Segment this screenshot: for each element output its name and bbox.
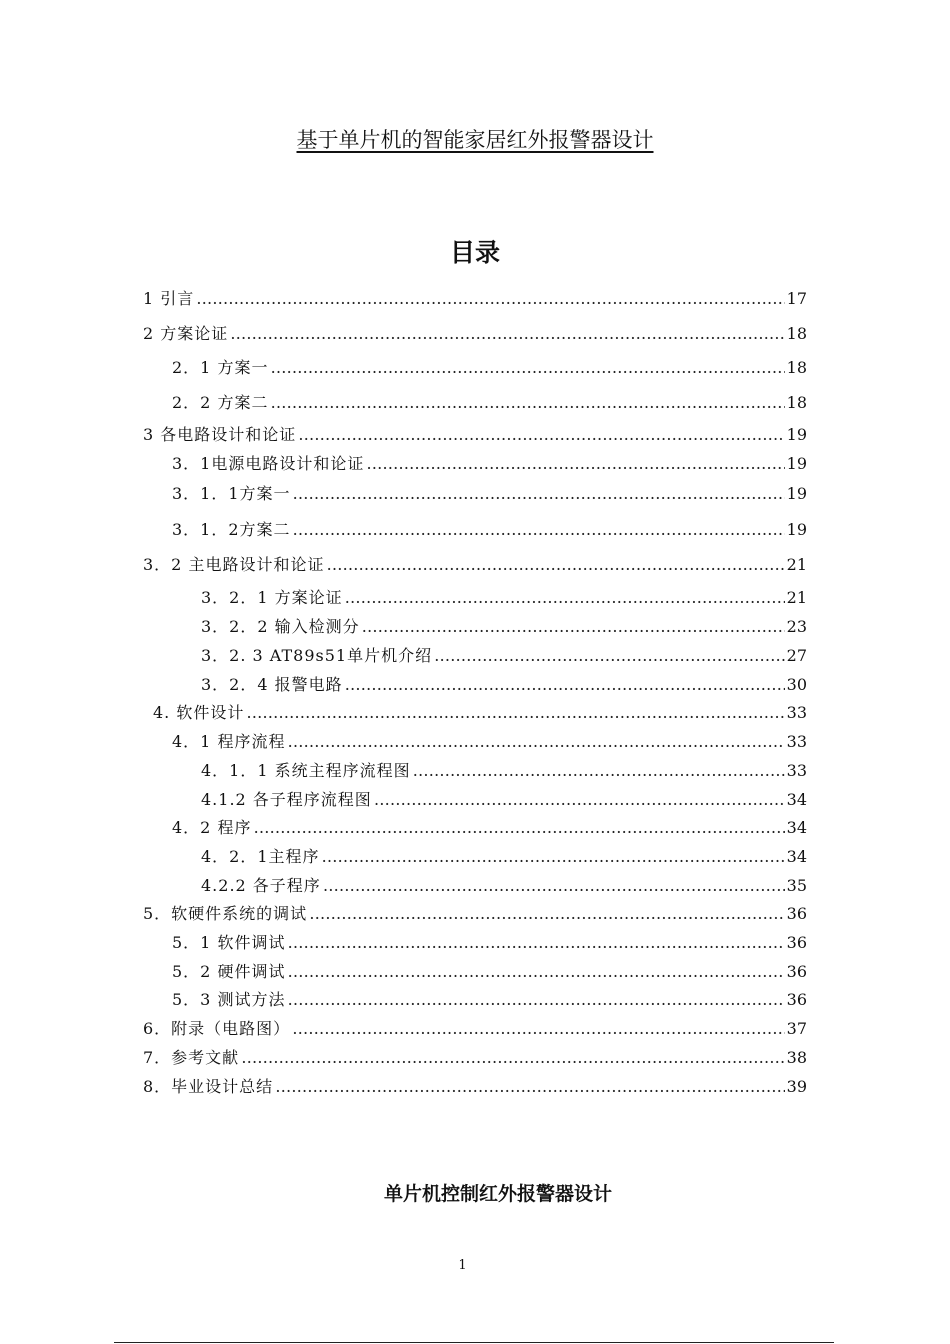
toc-entry-label: 8．毕业设计总结 (143, 1077, 274, 1096)
toc-entry[interactable] (172, 932, 807, 954)
toc-leader-dots (298, 424, 784, 446)
toc-entry-page: 18 (786, 393, 807, 412)
toc-leader-dots (270, 392, 784, 414)
toc-entry[interactable] (143, 323, 807, 345)
toc-entry[interactable] (172, 961, 807, 983)
toc-entry[interactable] (201, 587, 807, 609)
toc-entry-label: 4. 软件设计 (153, 703, 245, 722)
toc-entry-label: 6．附录（电路图） (143, 1019, 291, 1038)
toc-leader-dots (287, 932, 784, 954)
toc-entry-label: 2．2 方案二 (172, 393, 269, 412)
toc-entry-page: 30 (786, 675, 807, 694)
toc-leader-dots (293, 519, 785, 541)
toc-leader-dots (362, 616, 785, 638)
toc-entry-page: 21 (786, 588, 807, 607)
toc-entry[interactable] (201, 645, 807, 667)
toc-entry-page: 23 (786, 617, 807, 636)
toc-entry-page: 18 (786, 324, 807, 343)
page-number: 1 (458, 1258, 467, 1273)
toc-leader-dots (292, 1018, 784, 1040)
section-heading: 单片机控制红外报警器设计 (383, 1183, 612, 1205)
toc-entry-label: 4．1．1 系统主程序流程图 (201, 761, 411, 780)
toc-leader-dots (293, 483, 785, 505)
toc-entry[interactable] (143, 554, 807, 576)
toc-entry-label: 5．3 测试方法 (172, 990, 286, 1009)
toc-entry[interactable] (143, 424, 807, 446)
toc-entry-label: 4.2.2 各子程序 (201, 876, 321, 895)
toc-entry-label: 1 引言 (143, 289, 195, 308)
toc-heading: 目录 (449, 238, 500, 267)
toc-entry-page: 19 (786, 454, 807, 473)
toc-entry[interactable] (172, 453, 807, 475)
toc-entry[interactable] (201, 789, 807, 811)
toc-entry[interactable] (201, 674, 807, 696)
toc-leader-dots (253, 817, 784, 839)
toc-entry-page: 18 (786, 358, 807, 377)
toc-entry[interactable] (153, 702, 807, 724)
toc-entry-label: 3．2. 3 AT89s51单片机介绍 (201, 646, 433, 665)
toc-entry[interactable] (172, 989, 807, 1011)
toc-entry-page: 19 (786, 520, 807, 539)
toc-entry[interactable] (172, 483, 807, 505)
toc-leader-dots (345, 674, 785, 696)
toc-entry-label: 3．1．2方案二 (172, 520, 291, 539)
toc-entry-label: 2．1 方案一 (172, 358, 269, 377)
toc-entry-page: 27 (786, 646, 807, 665)
toc-leader-dots (413, 760, 785, 782)
toc-entry[interactable] (143, 1047, 807, 1069)
toc-entry[interactable] (201, 846, 807, 868)
toc-entry-label: 2 方案论证 (143, 324, 229, 343)
toc-entry-label: 3．2．2 输入检测分 (201, 617, 360, 636)
toc-entry-page: 36 (786, 933, 807, 952)
toc-entry-label: 3．1电源电路设计和论证 (172, 454, 365, 473)
toc-entry-label: 7．参考文献 (143, 1048, 240, 1067)
toc-entry[interactable] (201, 760, 807, 782)
toc-leader-dots (287, 961, 784, 983)
toc-entry-label: 3．2．4 报警电路 (201, 675, 343, 694)
toc-leader-dots (309, 903, 784, 925)
toc-entry-page: 33 (786, 761, 807, 780)
toc-entry-label: 3．1．1方案一 (172, 484, 291, 503)
toc-entry-page: 39 (786, 1077, 807, 1096)
page-bottom-rule (114, 1342, 834, 1343)
toc-leader-dots (287, 731, 784, 753)
toc-leader-dots (230, 323, 784, 345)
toc-entry[interactable] (172, 392, 807, 414)
toc-entry[interactable] (172, 817, 807, 839)
toc-entry-page: 38 (786, 1048, 807, 1067)
toc-entry-label: 4．2 程序 (172, 818, 252, 837)
toc-entry[interactable] (201, 616, 807, 638)
toc-entry-label: 3．2．1 方案论证 (201, 588, 343, 607)
toc-entry-label: 5．1 软件调试 (172, 933, 286, 952)
toc-entry-page: 36 (786, 990, 807, 1009)
toc-leader-dots (270, 357, 784, 379)
toc-entry[interactable] (143, 288, 807, 310)
toc-entry-label: 4．2．1主程序 (201, 847, 320, 866)
toc-leader-dots (246, 702, 784, 724)
toc-entry[interactable] (172, 731, 807, 753)
toc-leader-dots (241, 1047, 784, 1069)
toc-entry-page: 17 (786, 289, 807, 308)
toc-entry-page: 36 (786, 962, 807, 981)
toc-entry[interactable] (201, 875, 807, 897)
toc-entry-label: 3 各电路设计和论证 (143, 425, 297, 444)
toc-entry-page: 19 (786, 425, 807, 444)
toc-leader-dots (434, 645, 785, 667)
toc-leader-dots (323, 875, 785, 897)
toc-entry-label: 4．1 程序流程 (172, 732, 286, 751)
toc-leader-dots (196, 288, 784, 310)
toc-entry[interactable] (172, 519, 807, 541)
toc-entry-page: 21 (786, 555, 807, 574)
toc-entry-page: 33 (786, 732, 807, 751)
toc-leader-dots (287, 989, 784, 1011)
toc-entry-label: 4.1.2 各子程序流程图 (201, 790, 372, 809)
toc-leader-dots (322, 846, 785, 868)
toc-entry-label: 5．2 硬件调试 (172, 962, 286, 981)
toc-entry-page: 36 (786, 904, 807, 923)
toc-entry-page: 19 (786, 484, 807, 503)
toc-entry[interactable] (143, 1076, 807, 1098)
toc-entry-page: 37 (786, 1019, 807, 1038)
toc-entry-page: 34 (786, 790, 807, 809)
toc-entry[interactable] (143, 903, 807, 925)
toc-entry-page: 34 (786, 847, 807, 866)
toc-entry-page: 34 (786, 818, 807, 837)
toc-leader-dots (345, 587, 785, 609)
document-header-title: 基于单片机的智能家居红外报警器设计 (296, 128, 654, 152)
toc-entry-label: 5．软硬件系统的调试 (143, 904, 308, 923)
toc-leader-dots (366, 453, 784, 475)
toc-entry-page: 33 (786, 703, 807, 722)
toc-leader-dots (374, 789, 785, 811)
toc-entry-page: 35 (786, 876, 807, 895)
toc-entry[interactable] (172, 357, 807, 379)
toc-entry[interactable] (143, 1018, 807, 1040)
toc-leader-dots (326, 554, 784, 576)
toc-entry-label: 3．2 主电路设计和论证 (143, 555, 325, 574)
toc-leader-dots (275, 1076, 784, 1098)
